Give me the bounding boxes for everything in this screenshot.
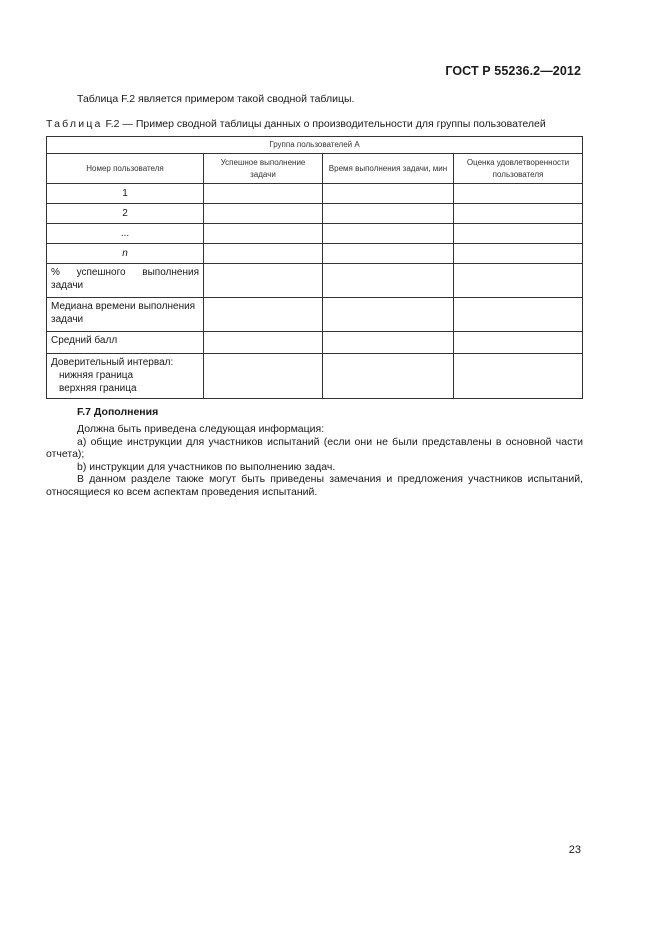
table-caption-prefix: Таблица <box>46 118 103 130</box>
paragraph: В данном разделе также могут быть приведены замечания и предложения участников испытаний, относящиеся ко всем аспектам проведения испытаний. <box>46 473 583 498</box>
table-row <box>47 184 583 204</box>
section-title: F.7 Дополнения <box>77 406 159 418</box>
user-number-cell: 1 <box>47 184 204 204</box>
user-number-cell: ... <box>47 224 204 244</box>
user-number-cell: 2 <box>47 204 204 224</box>
document-code: ГОСТ Р 55236.2—2012 <box>445 64 581 78</box>
table-row <box>47 204 583 224</box>
list-item: a) общие инструкции для участников испытаний (если они не были представлены в основной части отчета); <box>46 435 583 460</box>
paragraph: Должна быть приведена следующая информация: <box>77 423 325 435</box>
confidence-interval-label: Доверительный интервал: <box>51 357 174 368</box>
success-pct-label: % успешного выполнения задачи <box>47 264 204 298</box>
col-header-user-number: Номер пользователя <box>47 154 204 184</box>
table-row <box>47 224 583 244</box>
table-caption <box>46 118 546 130</box>
col-header-success: Успешное выполнение задачи <box>204 154 323 184</box>
table-row <box>47 264 583 298</box>
upper-bound-label: верхняя граница <box>59 383 137 394</box>
table-caption-text: F.2 — Пример сводной таблицы данных о производительности для группы пользователей <box>102 118 546 130</box>
section-body <box>46 423 583 498</box>
intro-text: Таблица F.2 является примером такой сводной таблицы. <box>77 93 355 105</box>
table-row <box>47 244 583 264</box>
col-header-satisfaction: Оценка удовлетворенности пользователя <box>454 154 583 184</box>
table-row <box>47 332 583 354</box>
confidence-interval-cell <box>47 354 204 399</box>
median-time-label: Медиана времени выполнения задачи <box>47 298 204 332</box>
lower-bound-label: нижняя граница <box>59 370 134 381</box>
table-row <box>47 298 583 332</box>
table-row <box>47 354 583 399</box>
mean-score-label: Средний балл <box>47 332 204 354</box>
page-number: 23 <box>568 844 581 856</box>
col-header-time: Время выполнения задачи, мин <box>323 154 454 184</box>
group-header: Группа пользователей А <box>47 137 583 154</box>
list-item: b) инструкции для участников по выполнению задач. <box>77 460 336 473</box>
user-number-cell: n <box>47 244 204 264</box>
performance-summary-table <box>46 136 583 399</box>
